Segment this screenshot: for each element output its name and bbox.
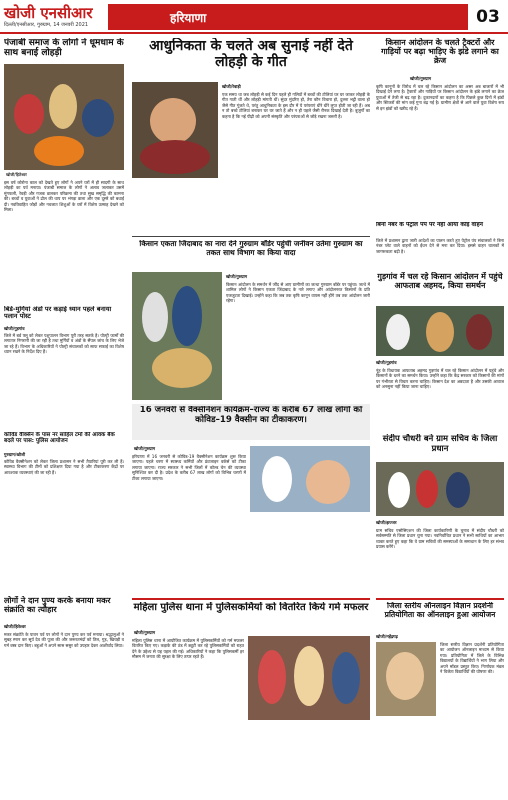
science-byline: खोजी/महेंद्रगढ़ — [376, 634, 398, 639]
pump-text: जिले में प्रशासन द्वारा जारी आदेशों का पालन करते हुए पेट्रोल पंप संचालकों ने बिना नंबर प्लेट वाले वाहनों को ईंधन देने से मना कर दिया। इससे वाहन चालकों में जागरूकता बढ़ी है। — [376, 238, 504, 254]
separator-rule — [132, 236, 370, 237]
makar-headline: लोगों ने दान पुण्य करके बनाया मकर संक्रांति का त्यौहार — [4, 596, 111, 615]
covid-camp-byline: गुरुग्राम/खोजी — [4, 452, 26, 457]
science-headline: जिला स्तरीय ऑनलाइन विज्ञान प्रदर्शनी प्रतियोगिता का ऑनलाइन हुआ आयोजन — [384, 602, 496, 619]
punjabi-text: इस वर्ष कोरोना काल को देखते हुए लोगों ने अपने घरों में ही सादगी के साथ लोहड़ी का पर्व मनाया। पंजाबी समाज के लोगों ने अलाव जलाकर उसमें मूंगफली, रेवड़ी और गजक डालकर परिक्रमा की तथा सुख समृद्धि की कामना की। बच्चों व युवाओं ने ढोल की थाप पर भंगड़ा डाला और एक दूसरे को बधाई दी। नवविवाहित जोड़ों और नवजात शिशुओं के घरों में विशेष उत्साह देखने को मिला। — [4, 180, 124, 213]
newspaper-logo: खोजी एनसीआर — [4, 4, 93, 22]
covid-camp-text: कोविड वैक्सीनेशन को लेकर जिला प्रशासन ने सभी तैयारियां पूरी कर ली हैं। स्वास्थ्य विभाग की टीमों को प्रशिक्षण दिया गया है और टीकाकरण केंद्रों पर आवश्यक व्यवस्थाएं की जा रही हैं। — [4, 459, 124, 475]
vaccine-headline: 16 जनवरी से वैक्सीनेशन कार्यक्रम–राज्य के करीब 67 लाख लोगों को कोविड–19 वैक्सीन का टीकाकरण। — [139, 406, 363, 425]
vaccine-byline: खोजी/गुरुग्राम — [134, 446, 156, 451]
vaccine-text: हरियाणा में 16 जनवरी से कोविड-19 वैक्सीनेशन कार्यक्रम शुरू किया जाएगा। पहले चरण में स्वास्थ्य कर्मियों और फ्रंटलाइन वर्कर्स को टीका लगाया जाएगा। राज्य सरकार ने सभी जिलों में कोल्ड चेन की व्यवस्था सुनिश्चित कर दी है। प्रदेश के करीब 67 लाख लोगों को विभिन्न चरणों में टीका लगाया जाएगा। — [132, 454, 246, 481]
mahila-text: महिला पुलिस थाना में आयोजित कार्यक्रम में पुलिसकर्मियों को गर्म मफलर वितरित किए गए। कड़ाके की ठंड में ड्यूटी कर रहे पुलिसकर्मियों को राहत देने के उद्देश्य से यह पहल की गई। अधिकारियों ने कहा कि पुलिसकर्मी हर मौसम में जनता की सुरक्षा के लिए तत्पर रहते हैं। — [132, 638, 244, 660]
makar-text: मकर संक्रांति के पावन पर्व पर लोगों ने दान पुण्य कर पर्व मनाया। श्रद्धालुओं ने सुबह स्नान कर सूर्य देव की पूजा की और जरूरतमंदों को तिल, गुड़, खिचड़ी व गर्म वस्त्र दान किए। बहुओं ने अपने सास ससुर को उपहार देकर आशीर्वाद लिया। — [4, 632, 124, 648]
science-text: जिला स्तरीय विज्ञान प्रदर्शनी प्रतियोगिता का आयोजन ऑनलाइन माध्यम से किया गया। प्रतियोगिता में जिले के विभिन्न विद्यालयों के विद्यार्थियों ने भाग लिया और अपने मॉडल प्रस्तुत किए। निर्णायक मंडल ने विजेता विद्यार्थियों की घोषणा की। — [440, 642, 504, 675]
aaftab-byline: खोजी/गुड़गांव — [376, 360, 397, 365]
lohri-main-text: एक समय था जब लोहड़ी से कई दिन पहले ही गलियों में बच्चों की टोलियां घर घर जाकर लोहड़ी के गीत गाती थीं और लोहड़ी मांगती थीं। सुंदर मुंदरिए हो, तेरा कौन विचारा हो, दुल्ला भट्टी वाला हो जैसे गीत गूंजते थे, परंतु आधुनिकता के इस दौर में ये परंपराएं धीरे धीरे लुप्त होती जा रही हैं। अब न तो बच्चे टोलियां बनाकर घर घर जाते हैं और न ही पहले जैसी रौनक दिखाई देती है। बुजुर्गों का कहना है कि नई पीढ़ी को अपनी संस्कृति और परंपराओं से जोड़े रखना जरूरी है। — [222, 92, 370, 119]
tractor-text: कृषि कानूनों के विरोध में चल रहे किसान आंदोलन का असर अब बाजारों में भी दिखाई देने लगा है। ट्रैक्टरों और गाड़ियों पर किसान आंदोलन के झंडे लगाने का क्रेज युवाओं में तेजी से बढ़ रहा है। दुकानदारों का कहना है कि पिछले कुछ दिनों में झंडों और स्टिकरों की मांग कई गुना बढ़ गई है। ग्रामीण क्षेत्रों से आने वाले युवा विशेष रूप से इन झंडों को खरीद रहे हैं। — [376, 84, 504, 111]
kisan-jind-headline: किसान एकता जिंदाबाद का नारा देने गुरुग्राम बॉर्डर पहुंची जनीवन उतेमा गुरुग्राम का तकत साथ विभाग का किया वादा — [139, 240, 363, 257]
birdflu-headline: बिर्ड-मुर्गियां अंडों पर कड़ाई ध्यान पहले बनाया पलान पोस्ट — [4, 306, 112, 321]
page-number: 03 — [474, 4, 502, 30]
sarpanch-text: ग्राम सचिव एसोसिएशन की जिला कार्यकारिणी के चुनाव में संदीप चौधरी को सर्वसम्मति से जिला प्रधान चुना गया। नवनिर्वाचित प्रधान ने सभी साथियों का आभार व्यक्त करते हुए कहा कि वे ग्राम सचिवों की समस्याओं के समाधान के लिए हर संभव प्रयास करेंगे। — [376, 528, 504, 550]
pump-headline: बिना नंबर के पेट्रोल पंप पर नहीं आया कोई वाहन — [376, 222, 483, 228]
sarpanch-headline: संदीप चौधरी बने ग्राम सचिव के जिला प्रधान — [382, 434, 498, 453]
mahila-top-rule — [132, 598, 370, 600]
makar-byline: खोजी/हितेश्वर — [4, 624, 26, 629]
tractor-byline: खोजी/गुरुग्राम — [410, 76, 432, 81]
lohri-main-photo — [132, 82, 218, 178]
section-title: हरियाणा — [170, 11, 207, 25]
mahila-headline: महिला पुलिस थाना में पुलिसकर्मियों को वितरित किये गर्म मफलर — [133, 602, 369, 613]
birdflu-text: जिले में बर्ड फ्लू को लेकर पशुपालन विभाग पूरी तरह सतर्क है। पोल्ट्री फार्मों की लगातार निगरानी की जा रही है तथा मुर्गियों व अंडों के सैंपल जांच के लिए भेजे जा रहे हैं। विभाग के अधिकारियों ने पोल्ट्री संचालकों को साफ सफाई का विशेष ध्यान रखने के निर्देश दिए हैं। — [4, 333, 124, 355]
lohri-byline: खोजी/रेवाड़ी — [222, 84, 241, 89]
sarpanch-photo — [376, 462, 504, 516]
mahila-byline: खोजी/गुरुग्राम — [134, 630, 156, 635]
aaftab-photo — [376, 306, 504, 356]
mahila-photo — [248, 636, 370, 720]
lohri-main-headline: आधुनिकता के चलते अब सुनाई नहीं देते लोहड़ी के गीत — [149, 38, 353, 71]
masthead — [0, 0, 508, 34]
tractor-headline: किसान आंदोलन के चलते ट्रैक्टरों और गाड़ियों पर बढ़ा भाड़िए के झंडे लगाने का क्रेज — [381, 38, 499, 66]
science-photo — [376, 642, 436, 716]
science-top-rule — [376, 598, 504, 600]
vaccine-photo — [250, 446, 370, 512]
date-line: दिल्ली/एनसीआर, गुरुग्राम, 14 जनवरी 2021 — [4, 22, 89, 28]
covid-camp-headline: कोविड वैक्सिन के पास नर साहिल टर्मा की आवक बैक बदले पर पास: पुलिस आयोजन — [4, 432, 115, 445]
lohri-photo — [4, 64, 124, 170]
punjabi-headline: पंजाबी समाज के लोगों ने धूमधाम के साथ बनाई लोहड़ी — [4, 38, 124, 59]
aaftab-text: नूंह के विधायक आफताब अहमद गुड़गांव में चल रहे किसान आंदोलन में पहुंचे और किसानों के धरने का समर्थन किया। उन्होंने कहा कि केंद्र सरकार को किसानों की मांगों पर गंभीरता से विचार करना चाहिए। किसान देश का अन्नदाता है और उसकी आवाज को अनसुना नहीं किया जाना चाहिए। — [376, 368, 504, 390]
birdflu-byline: खोजी/गुड़गांव — [4, 326, 25, 331]
section-band — [108, 4, 468, 30]
photo-caption: खोजी/हितेश्वर — [6, 172, 27, 177]
kisan-jind-text: किसान आंदोलन के समर्थन में जींद से आए ग्रामीणों का जत्था गुरुग्राम बॉर्डर पर पहुंचा। जत्थे में शामिल लोगों ने किसान एकता जिंदाबाद के नारे लगाए और आंदोलनरत किसानों के प्रति एकजुटता दिखाई। उन्होंने कहा कि जब तक कृषि कानून वापस नहीं होंगे तब तक आंदोलन जारी रहेगा। — [226, 282, 370, 304]
sarpanch-byline: खोजी/झज्जर — [376, 520, 397, 525]
kisan-byline: खोजी/गुरुग्राम — [226, 274, 248, 279]
aaftab-headline: गुड़गांव में चल रहे किसान आंदोलन में पहुंचे आफताब अहमद, किया समर्थन — [377, 272, 503, 291]
kisan-photo — [132, 272, 222, 400]
